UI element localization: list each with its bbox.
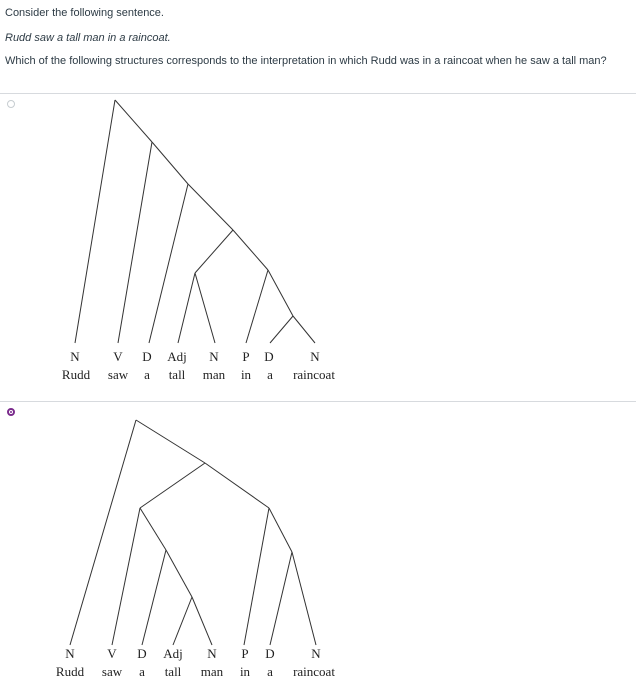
- word: Rudd: [55, 664, 85, 679]
- label-n: N: [65, 646, 75, 661]
- label-d: D: [264, 349, 274, 364]
- word: raincoat: [293, 367, 335, 382]
- sentence-words: [56, 664, 335, 679]
- question-prompt: Which of the following structures corresponds to the interpretation in which Rudd was in a raincoat when he saw a tall man?: [5, 55, 607, 67]
- label-n: N: [311, 646, 321, 661]
- tree-branches: [75, 100, 315, 343]
- tree-branches: [70, 420, 316, 645]
- label-v: V: [107, 646, 117, 661]
- option-2-tree-diagram: [0, 405, 360, 695]
- word: tall: [168, 367, 186, 382]
- sentence-words: [62, 367, 335, 382]
- label-d: D: [142, 349, 152, 364]
- word: Rudd: [61, 367, 91, 382]
- category-labels: [70, 349, 320, 364]
- word: a: [144, 367, 150, 382]
- word: in: [240, 367, 252, 382]
- word: in: [239, 664, 251, 679]
- label-adj: Adj: [163, 646, 183, 661]
- word: a: [139, 664, 145, 679]
- label-p: P: [242, 349, 250, 364]
- word: tall: [164, 664, 182, 679]
- label-d: D: [265, 646, 275, 661]
- word: raincoat: [293, 664, 335, 679]
- option-1-tree-diagram: [0, 90, 360, 390]
- question-intro: Consider the following sentence.: [5, 7, 164, 19]
- word: a: [267, 367, 273, 382]
- label-p: P: [241, 646, 249, 661]
- question-sentence: Rudd saw a tall man in a raincoat.: [5, 32, 171, 44]
- word: a: [267, 664, 273, 679]
- label-n: N: [209, 349, 219, 364]
- label-adj: Adj: [167, 349, 187, 364]
- category-labels: [65, 646, 321, 661]
- label-n: N: [207, 646, 217, 661]
- label-n: N: [310, 349, 320, 364]
- word: man: [202, 367, 226, 382]
- label-d: D: [137, 646, 147, 661]
- word: saw: [107, 367, 129, 382]
- label-n: N: [70, 349, 80, 364]
- word: saw: [101, 664, 123, 679]
- word: man: [200, 664, 224, 679]
- divider: [0, 401, 636, 402]
- label-v: V: [113, 349, 123, 364]
